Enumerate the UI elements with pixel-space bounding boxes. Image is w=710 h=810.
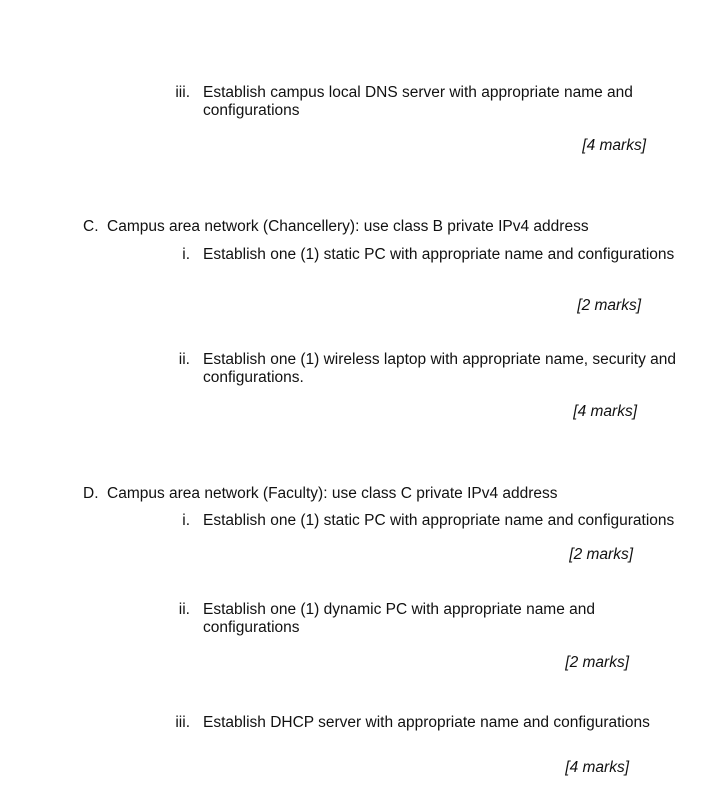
item-text-line-2: configurations. <box>203 369 304 386</box>
item-text-line-1: Establish one (1) static PC with appropriate name and configurations <box>203 512 675 529</box>
marks-label: [4 marks] <box>582 137 646 154</box>
section-title: Campus area network (Chancellery): use class B private IPv4 address <box>107 218 589 235</box>
item-number: iii. <box>175 84 190 101</box>
item-number: ii. <box>178 601 190 618</box>
marks-label: [4 marks] <box>565 759 629 776</box>
marks-label: [2 marks] <box>569 546 633 563</box>
marks-label: [4 marks] <box>573 403 637 420</box>
section-letter: D. <box>83 485 99 502</box>
item-text-line-1: Establish campus local DNS server with appropriate name and <box>203 84 633 101</box>
item-number: ii. <box>178 351 190 368</box>
item-text-line-2: configurations <box>203 619 300 636</box>
item-number: i. <box>182 246 190 263</box>
item-text-line-1: Establish DHCP server with appropriate name and configurations <box>203 714 650 731</box>
marks-label: [2 marks] <box>565 654 629 671</box>
item-text-line-1: Establish one (1) wireless laptop with appropriate name, security and <box>203 351 676 368</box>
section-letter: C. <box>83 218 99 235</box>
item-number: i. <box>182 512 190 529</box>
section-title: Campus area network (Faculty): use class C private IPv4 address <box>107 485 558 502</box>
marks-label: [2 marks] <box>577 297 641 314</box>
item-text-line-1: Establish one (1) dynamic PC with appropriate name and <box>203 601 596 618</box>
item-text-line-1: Establish one (1) static PC with appropriate name and configurations <box>203 246 675 263</box>
item-number: iii. <box>175 714 190 731</box>
item-text-line-2: configurations <box>203 102 300 119</box>
